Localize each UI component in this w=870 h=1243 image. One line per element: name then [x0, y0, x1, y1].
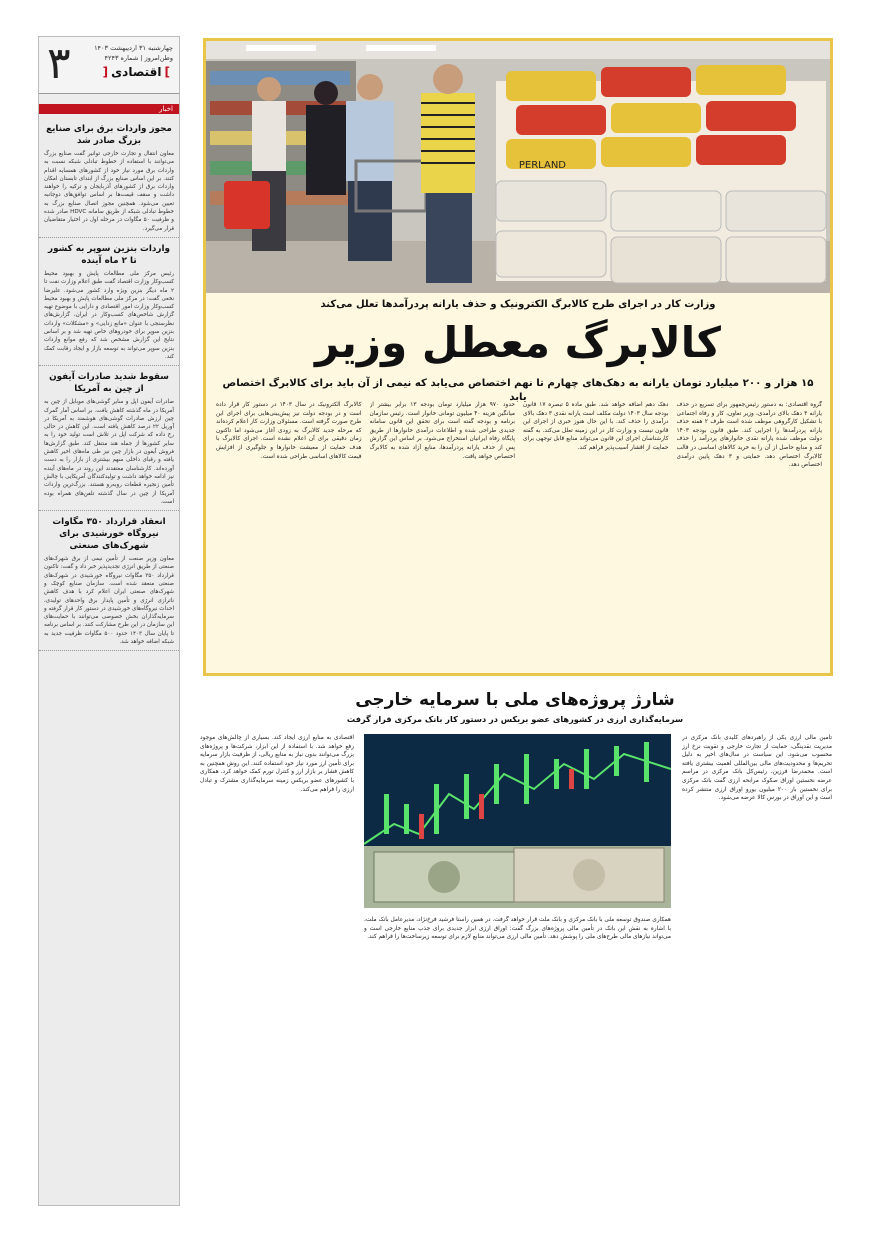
news-item [39, 511, 179, 651]
section-title: ]اقتصادی[ [102, 65, 170, 79]
article-column: دهک دهم اضافه خواهد شد. طبق ماده ۵ تبصره ۱۷ قانون بودجه سال ۱۴۰۳ دولت مکلف است یارانه نقدی ۳ دهک بالای درآمدی را حذف کند. با این حال هنوز خبری از اجرای این قانون نیست و وزارت کار در این زمینه تعلل می‌کند. به گفته کارشناسان اجرای این قانون می‌تواند منابع قابل توجهی برای حمایت از اقشار آسیب‌پذیر فراهم کند. [523, 402, 669, 451]
news-sidebar [38, 36, 180, 1206]
article-column: گروه اقتصادی: به دستور رئیس‌جمهور برای تسریع در حذف یارانه ۳ دهک بالای درآمدی، وزیر تعاون، کار و رفاه اجتماعی با تشکیل کارگروهی موظف شده است ظرف ۲ هفته حذف یارانه پردرآمدها را اجرایی کند. طبق قانون بودجه ۱۴۰۳ دولت موظف شده یارانه نقدی خانوارهای پردرآمد را حذف کند و منابع حاصل از آن را به خرید کالاهای اساسی در قالب کالابرگ اختصاص دهد. حمایتی و ۳ دهک پایین درآمدی اختصاص دهد. [676, 402, 822, 469]
issue-date: چهارشنبه ۳۱ اردیبهشت ۱۴۰۳ [94, 44, 173, 52]
news-title: مجوز واردات برق برای صنایع بزرگ صادر شد [46, 124, 172, 146]
news-title: واردات بنزین سوپر به کشور تا ۲ ماه آینده [48, 243, 170, 266]
article-subhead: وزارت کار در اجرای طرح کالابرگ الکترونیک و حذف یارانه پردرآمدها تعلل می‌کند [320, 299, 716, 310]
article-columns [216, 401, 822, 663]
news-body: صادرات آیفون اپل و سایر گوشی‌های موبایل از چین به آمریکا در ماه گذشته کاهش یافت. بر اساس آمار گمرک چین ارزش صادرات گوشی‌های هوشمند به آمریکا در آوریل ۲۲ درصد کاهش یافته است. این کاهش در حالی رخ داده که شرکت اپل در تلاش است تولید خود را به سایر کشورها از جمله هند منتقل کند. طبق گزارش‌ها فروش آیفون در بازار چین نیز طی ماه‌های اخیر کاهش یافته و رقبای داخلی سهم بیشتری از بازار را به دست آورده‌اند. کارشناسان معتقدند این روند در ماه‌های آینده نیز ادامه خواهد داشت و تولیدکنندگان آمریکایی با چالش تأمین زنجیره قطعات روبه‌رو هستند. بزرگ‌ترین واردات آمریکا از چین در سال گذشته تلفن‌های همراه بوده است. [44, 399, 174, 505]
news-body: رئیس مرکز ملی مطالعات پایش و بهبود محیط کسب‌وکار وزارت اقتصاد گفت طبق اعلام وزارت نفت تا ۲ ماه دیگر بنزین ویژه وارد کشور می‌شود. علیرضا نخعی گفت: در مرکز ملی مطالعات پایش و بهبود محیط کسب‌وکار وزارت امور اقتصادی و دارایی با موضوع تهیه گزارش شاخص‌های کسب‌وکار در ایران، گزارش‌های نظرسنجی با عنوان «مانع زدایی» و «مشکلات» واردات بنزین سوپر برای خودروهای خاص تهیه شد و بر اساس نتایج این گزارش مشخص شد که رفع موانع واردات بنزین سوپر می‌تواند به توسعه بازار و ایجاد رقابت کمک کند. [44, 270, 174, 360]
news-body: معاون انتقال و تجارت خارجی توانیر گفت صنایع بزرگ می‌توانند با استفاده از خطوط تبادلی شبکه نسبت به واردات برق مورد نیاز خود از کشورهای همسایه اقدام کنند. بر این اساس صنایع بزرگ از ابتدای تابستان امکان واردات برق از کشورهای آذربایجان و ترکیه را خواهند داشت و سقف قیمت‌ها بر اساس توافق‌های دوجانبه تعیین می‌شود. همچنین مجوز اتصال صنایع بزرگ به خطوط تبادلی شبکه از طریق سامانه HDVC صادر شده و ظرفیت ۵۰ مگاوات در مرحله اول در اختیار متقاضیان قرار می‌گیرد. [44, 151, 174, 232]
sidebar-header [39, 37, 179, 94]
news-item [39, 118, 179, 238]
news-body: معاون وزیر صنعت از تأمین نیمی از برق شهرک‌های صنعتی از طریق انرژی تجدیدپذیر خبر داد و گفت: تاکنون قرارداد ۳۵۰ مگاوات نیروگاه خورشیدی در شهرک‌های صنعتی منعقد شده است. سازمان صنایع کوچک و شهرک‌های صنعتی ایران اعلام کرد با هدف کاهش ناترازی انرژی و تأمین پایدار برق واحدهای تولیدی، احداث نیروگاه‌های خورشیدی در دستور کار قرار گرفته و سرمایه‌گذاران بخش خصوصی می‌توانند با حمایت‌های این سازمان در این طرح مشارکت کنند. بر اساس برنامه تا پایان سال ۱۴۰۳ حدود ۵۰۰ مگاوات ظرفیت جدید به شبکه اضافه خواهد شد. [44, 556, 174, 646]
news-item [39, 366, 179, 511]
currency-chart-photo [364, 734, 671, 908]
article-column: کالابرگ الکترونیک در سال ۱۴۰۳ در دستور کار قرار داده است و در بودجه دولت نیز پیش‌بینی‌هایی برای اجرای این طرح صورت گرفته است. مسئولان وزارت کار اعلام کرده‌اند که مرحله جدید کالابرگ به زودی آغاز می‌شود اما تاکنون زمان دقیقی برای آن اعلام نشده است. اجرای کالابرگ با هدف حمایت از معیشت خانوارها و جلوگیری از افزایش قیمت کالاهای اساسی طراحی شده است. [216, 402, 362, 460]
supermarket-photo [206, 41, 830, 293]
news-title: سقوط شدید صادرات آیفون از چین به آمریکا [49, 372, 169, 395]
second-article-column: اقتصادی به منابع ارزی ایجاد کند. بسیاری از چالش‌های موجود رفع خواهد شد. با استفاده از این ابزار، شرکت‌ها و پروژه‌های بزرگ می‌توانند بدون نیاز به منابع ریالی، از ظرفیت بازار سرمایه برای تأمین ارز مورد نیاز خود استفاده کنند. این روش همچنین به کاهش فشار بر بازار ارز و کنترل تورم کمک خواهد کرد. همکاری با کشورهای عضو بریکس زمینه سرمایه‌گذاری مشترک و تبادل ارزی را فراهم می‌کند. [200, 735, 354, 793]
paper-issue: وطن‌امروز | شماره ۴۲۴۳ [104, 54, 173, 62]
main-article [203, 38, 833, 676]
second-article-column: همکاری صندوق توسعه ملی با بانک مرکزی و بانک ملت قرار خواهد گرفت. در همین راستا فرشید فرخ‌نژاد، مدیرعامل بانک ملت، با اشاره به نقش این بانک در تأمین مالی پروژه‌های بزرگ گفت: اوراق ارزی ابزار جدیدی برای جذب منابع خارجی است و می‌تواند نیازهای مالی طرح‌های ملی را پوشش دهد. تأمین مالی ارزی می‌تواند منابع لازم برای توسعه زیرساخت‌ها را فراهم کند. [364, 917, 671, 941]
page-number: ۳ [47, 38, 71, 89]
supermarket-illustration [206, 41, 830, 293]
section-name: اقتصادی [111, 65, 162, 79]
date-line [77, 43, 173, 63]
second-article-lead: سرمایه‌گذاری ارزی در کشورهای عضو بریکس در دستور کار بانک مرکزی قرار گرفت [346, 714, 684, 724]
second-article-column: تأمین مالی ارزی یکی از راهبردهای کلیدی بانک مرکزی در مدیریت نقدینگی، حمایت از تجارت خارجی و تقویت نرخ ارز محسوب می‌شود. این سیاست در سال‌های اخیر به دلیل تحریم‌ها و محدودیت‌های مالی بین‌المللی اهمیت بیشتری یافته است. محمدرضا فرزین، رئیس‌کل بانک مرکزی در مراسم عرضه نخستین اوراق صکوک مرابحه ارزی گفت بانک مرکزی برای نخستین بار ۲۰۰ میلیون یورو اوراق ارزی منتشر کرده است و این اوراق در بورس کالا عرضه می‌شود. [682, 735, 832, 802]
news-title: انعقاد قرارداد ۳۵۰ مگاوات نیروگاه خورشیدی برای شهرک‌های صنعتی [52, 517, 166, 552]
news-tag: اخبار [39, 104, 179, 114]
article-lead: ۱۵ هزار و ۲۰۰ میلیارد تومان یارانه به دهک‌های چهارم تا نهم اختصاص می‌یابد که نیمی از آن باید برای کالابرگ اختصاص یابد [222, 378, 814, 403]
bag-brand-label: PERLAND [518, 160, 566, 171]
currency-illustration [364, 734, 671, 908]
article-column: حدود ۹۷۰ هزار میلیارد تومان بودجه ۱۳ برابر بیشتر از میانگین هزینه ۴۰ میلیون تومانی خانوار است. رئیس سازمان برنامه و بودجه گفته است برای تحقق این قانون سامانه جدیدی طراحی شده و اطلاعات درآمدی خانوارها از طریق پایگاه رفاه ایرانیان استخراج می‌شود. بر اساس این گزارش پس از حذف یارانه پردرآمدها، منابع آزاد شده به کالابرگ اختصاص خواهد یافت. [369, 402, 515, 460]
article-headline: کالابرگ معطل وزیر [315, 318, 721, 367]
second-article-title: شارژ پروژه‌های ملی با سرمایه خارجی [355, 690, 675, 710]
news-item [39, 238, 179, 366]
